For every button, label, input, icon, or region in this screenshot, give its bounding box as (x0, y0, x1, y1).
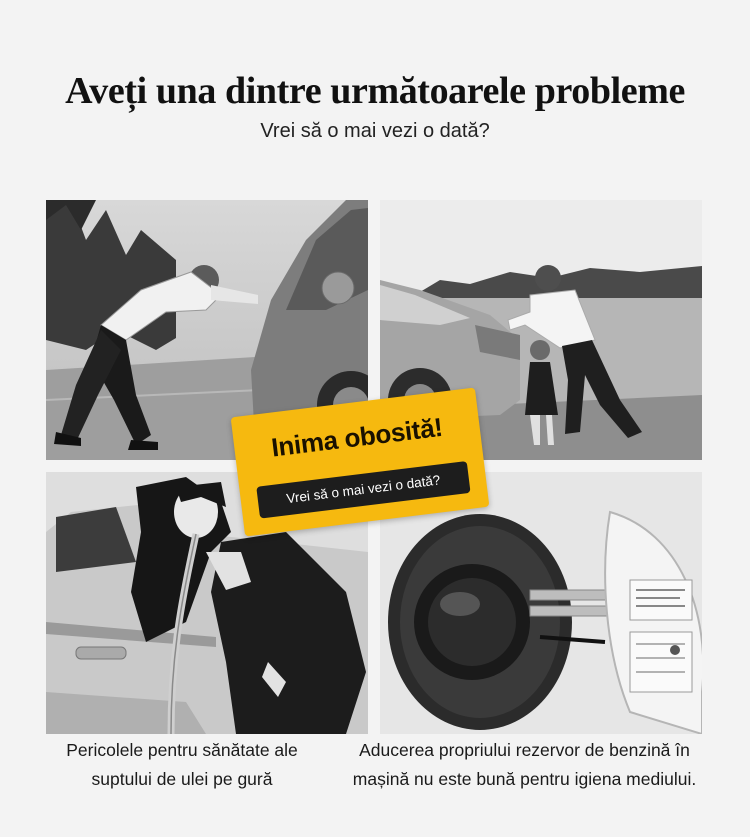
caption-fuel-tank-line1: Aducerea propriului rezervor de benzină în (359, 740, 690, 760)
caption-siphoning-line1: Pericolele pentru sănătate ale (66, 740, 298, 760)
badge-subtitle: Vrei să o mai vezi o dată? (256, 461, 470, 519)
caption-siphoning (42, 736, 322, 795)
caption-siphoning-line2: suptului de ulei pe gură (91, 769, 273, 790)
caption-fuel-tank (322, 736, 727, 795)
badge-title: Inima obosită! (269, 411, 445, 463)
page-title: Aveți una dintre următoarele probleme (65, 70, 685, 113)
caption-fuel-tank-line2: mașină nu este bună pentru igiena mediului. (352, 769, 697, 790)
page-subtitle: Vrei să o mai vezi o dată? (260, 120, 490, 142)
